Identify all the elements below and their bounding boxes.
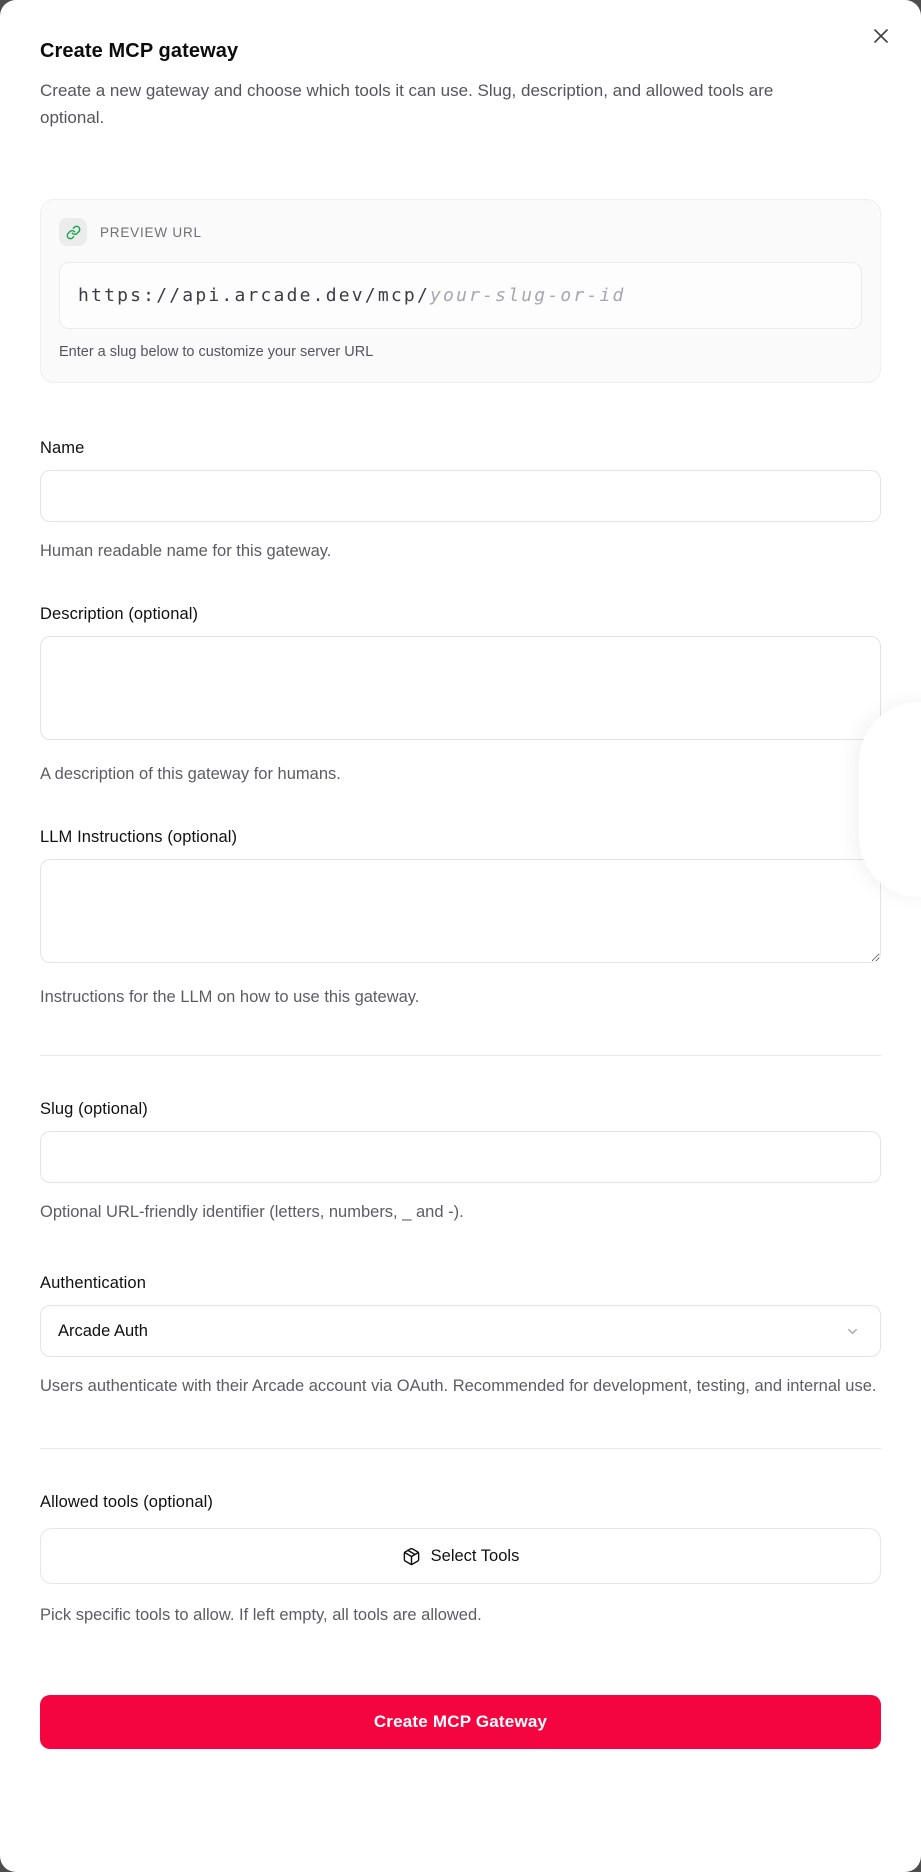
preview-url-card bbox=[40, 199, 881, 383]
allowed-tools-field-group bbox=[40, 1493, 881, 1629]
authentication-label: Authentication bbox=[40, 1274, 146, 1292]
package-icon bbox=[402, 1547, 421, 1566]
llm-instructions-label: LLM Instructions (optional) bbox=[40, 828, 238, 846]
llm-instructions-textarea[interactable] bbox=[40, 859, 881, 963]
authentication-hint: Users authenticate with their Arcade account via OAuth. Recommended for development, testing, and internal use. bbox=[40, 1377, 877, 1395]
authentication-select[interactable] bbox=[40, 1305, 881, 1357]
dialog-title: Create MCP gateway bbox=[40, 40, 239, 62]
name-label: Name bbox=[40, 439, 85, 457]
slug-label: Slug (optional) bbox=[40, 1100, 148, 1118]
slug-input[interactable] bbox=[40, 1131, 881, 1183]
chevron-down-icon bbox=[845, 1324, 860, 1339]
description-field-group bbox=[40, 605, 881, 788]
description-label: Description (optional) bbox=[40, 605, 199, 623]
llm-instructions-hint: Instructions for the LLM on how to use this gateway. bbox=[40, 988, 420, 1006]
close-icon bbox=[872, 27, 890, 45]
url-slug-placeholder: your-slug-or-id bbox=[430, 285, 626, 306]
dialog-subtitle: Create a new gateway and choose which tools it can use. Slug, description, and allowed tools are optional. bbox=[40, 81, 774, 127]
llm-instructions-field-group bbox=[40, 828, 881, 1011]
authentication-field-group bbox=[40, 1274, 881, 1400]
section-divider bbox=[40, 1448, 881, 1449]
url-base-text: https://api.arcade.dev/mcp/ bbox=[78, 285, 430, 306]
link-icon bbox=[59, 218, 87, 246]
name-input[interactable] bbox=[40, 470, 881, 522]
create-mcp-gateway-button[interactable]: Create MCP Gateway bbox=[40, 1695, 881, 1749]
allowed-tools-hint: Pick specific tools to allow. If left empty, all tools are allowed. bbox=[40, 1606, 482, 1624]
preview-url-header bbox=[59, 218, 862, 246]
section-divider bbox=[40, 1055, 881, 1056]
slug-field-group bbox=[40, 1100, 881, 1226]
preview-url-value bbox=[59, 262, 862, 329]
description-hint: A description of this gateway for humans. bbox=[40, 765, 341, 783]
authentication-selected-value: Arcade Auth bbox=[58, 1321, 148, 1340]
description-textarea[interactable] bbox=[40, 636, 881, 740]
allowed-tools-label: Allowed tools (optional) bbox=[40, 1493, 213, 1511]
name-field-group bbox=[40, 439, 881, 565]
select-tools-label: Select Tools bbox=[430, 1546, 520, 1565]
slug-hint: Optional URL-friendly identifier (letters, numbers, _ and -). bbox=[40, 1203, 464, 1221]
select-tools-button[interactable] bbox=[40, 1528, 881, 1584]
preview-url-label: PREVIEW URL bbox=[100, 224, 202, 240]
name-hint: Human readable name for this gateway. bbox=[40, 542, 332, 560]
close-button[interactable] bbox=[867, 22, 895, 50]
preview-url-hint: Enter a slug below to customize your server URL bbox=[59, 344, 374, 360]
